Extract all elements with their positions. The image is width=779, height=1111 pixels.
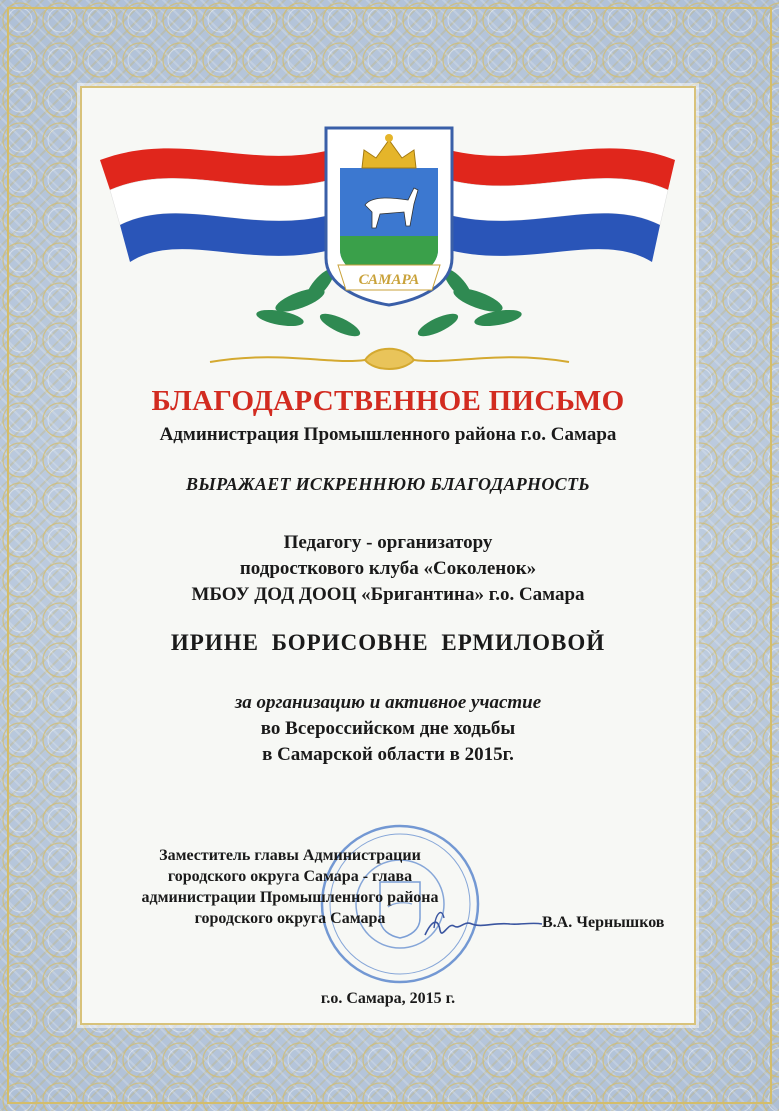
reason-line: за организацию и активное участие <box>234 692 542 713</box>
emblem-with-flag <box>0 0 779 400</box>
signatory-title-line: городского округа Самара - глава <box>167 868 413 885</box>
signatory-name: В.А. Чернышков <box>542 914 665 931</box>
gratitude-statement: ВЫРАЖАЕТ ИСКРЕННЮЮ БЛАГОДАРНОСТЬ <box>186 474 590 494</box>
emblem-label: САМАРА <box>358 272 420 288</box>
recipient-position <box>82 530 694 608</box>
place-and-date: г.о. Самара, 2015 г. <box>320 990 456 1007</box>
certificate-title: БЛАГОДАРСТВЕННОЕ ПИСЬМО <box>151 385 625 417</box>
recipient-position-line: МБОУ ДОД ДООЦ «Бригантина» г.о. Самара <box>191 584 585 605</box>
coat-of-arms-icon <box>326 128 452 305</box>
reason <box>82 690 694 768</box>
signatory-title-line: администрации Промышленного района <box>141 889 439 906</box>
flourish-ornament <box>210 349 569 369</box>
signatory-title-line: городского округа Самара <box>194 910 386 927</box>
reason-line: во Всероссийском дне ходьбы <box>260 718 516 739</box>
recipient-position-line: подросткового клуба «Соколенок» <box>239 558 537 579</box>
recipient-name: ИРИНЕ БОРИСОВНЕ ЕРМИЛОВОЙ <box>170 630 606 655</box>
issuing-organization: Администрация Промышленного района г.о. Самара <box>159 424 617 445</box>
reason-line: в Самарской области в 2015г. <box>262 744 514 765</box>
signatory-title-line: Заместитель главы Администрации <box>159 847 421 864</box>
recipient-position-line: Педагогу - организатору <box>283 532 493 553</box>
handwritten-signature <box>420 900 545 950</box>
